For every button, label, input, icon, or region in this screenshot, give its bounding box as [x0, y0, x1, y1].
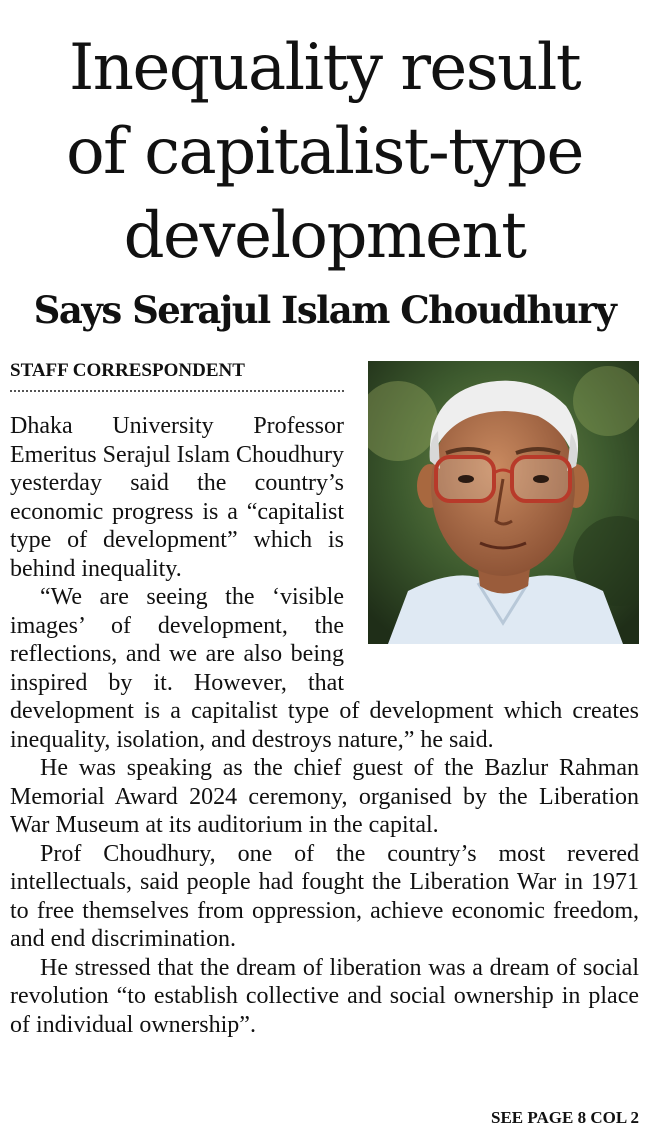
paragraph-1: Dhaka University Professor Emeritus Serajul Islam Choudhury yesterday said the country’s economic progress is a “capitalist type of development” which is behind inequality. — [10, 413, 344, 582]
headline-line-1: Inequality result — [68, 31, 581, 105]
byline: STAFF CORRESPONDENT — [10, 358, 344, 392]
photo-wrap-space — [344, 412, 639, 682]
article-body — [10, 412, 639, 1039]
continuation-note: SEE PAGE 8 COL 2 — [491, 1108, 639, 1127]
subheadline: Says Serajul Islam Choudhury — [33, 288, 616, 332]
paragraph-4: Prof Choudhury, one of the country’s most revered intellectuals, said people had fought the Liberation War in 1971 to free themselves from oppression, achieve economic freedom, and end discrimination. — [10, 840, 639, 952]
headline — [0, 26, 649, 278]
headline-line-3: development — [123, 199, 526, 273]
paragraph-2: “We are seeing the ‘visible images’ of development, the reflections, and we are also being inspired by it. However, that development is a capitalist type of development which creates inequality, isolation, and destroys nature,” he said. — [10, 584, 639, 753]
paragraph-3: He was speaking as the chief guest of the Bazlur Rahman Memorial Award 2024 ceremony, organised by the Liberation War Museum at its auditorium in the capital. — [10, 755, 639, 838]
paragraph-5: He stressed that the dream of liberation was a dream of social revolution “to establish collective and social ownership in place of individual ownership”. — [10, 954, 639, 1038]
headline-line-2: of capitalist-type — [66, 115, 583, 189]
